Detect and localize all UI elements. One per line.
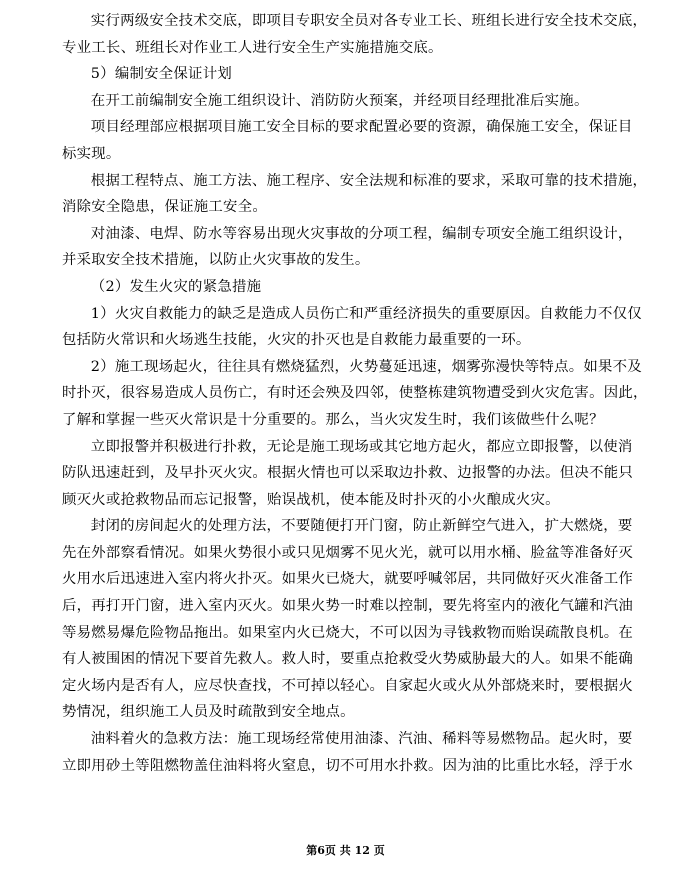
paragraph-line: 2）施工现场起火，往往具有燃烧猛烈，火势蔓延迅速，烟雾弥漫快等特点。如果不及 — [90, 358, 642, 375]
paragraph-line: 有人被围困的情况下要首先救人。救人时，要重点抢救受火势威胁最大的人。如果不能确 — [62, 651, 633, 668]
paragraph-line: 并采取安全技术措施，以防止火灾事故的发生。 — [62, 252, 370, 269]
paragraph — [62, 301, 642, 354]
paragraph — [62, 114, 633, 167]
paragraph-line: 封闭的房间起火的处理方法，不要随便打开门窗，防止新鲜空气进入，扩大燃烧，要 — [90, 518, 633, 535]
paragraph-line: 势情况，组织施工人员及时疏散到安全地点。 — [62, 704, 355, 721]
paragraph-line: 包括防火常识和火场逃生技能，火灾的扑灭也是自救能力最重要的一环。 — [62, 332, 531, 349]
paragraph-line: 先在外部察看情况。如果火势很小或只见烟雾不见火光，就可以用水桶、脸盆等准备好灭 — [62, 544, 633, 561]
paragraph — [62, 513, 633, 726]
paragraph-line: 定火场内是否有人，应尽快查找，不可掉以轻心。自家起火或火从外部烧来时，要根据火 — [62, 677, 633, 694]
paragraph-line: 对油漆、电焊、防水等容易出现火灾事故的分项工程，编制专项安全施工组织设计， — [90, 225, 633, 242]
paragraph-line: 立即报警并积极进行扑救，无论是施工现场或其它地方起火，都应立即报警，以使消 — [90, 438, 633, 455]
paragraph — [62, 61, 630, 88]
paragraph — [62, 88, 630, 115]
paragraph-line: 在开工前编制安全施工组织设计、消防防火预案，并经项目经理批准后实施。 — [90, 92, 589, 109]
paragraph — [62, 726, 633, 779]
paragraph-line: 油料着火的急救方法：施工现场经常使用油漆、汽油、稀料等易燃物品。起火时，要 — [90, 731, 633, 748]
paragraph-line: 项目经理部应根据项目施工安全目标的要求配置必要的资源，确保施工安全，保证目 — [90, 119, 633, 136]
document-body — [62, 8, 648, 779]
paragraph-line: 防队迅速赶到，及早扑灭火灾。根据火情也可以采取边扑救、边报警的办法。但决不能只 — [62, 465, 633, 482]
paragraph-line: 火用水后迅速进入室内将火扑灭。如果火已烧大，就要呼喊邻居，共同做好灭火准备工作 — [62, 571, 633, 588]
page-footer: 第6页 共 12 页 — [306, 844, 385, 857]
paragraph — [62, 8, 648, 61]
paragraph — [62, 168, 648, 221]
paragraph-line: 消除安全隐患，保证施工安全。 — [62, 199, 267, 216]
paragraph-line: 后，再打开门窗，进入室内灭火。如果火势一时难以控制，要先将室内的液化气罐和汽油 — [62, 598, 633, 615]
paragraph — [62, 274, 630, 301]
paragraph-line: 1）火灾自救能力的缺乏是造成人员伤亡和严重经济损失的重要原因。自救能力不仅仅 — [90, 305, 642, 322]
paragraph — [62, 434, 633, 514]
paragraph-line: 顾灭火或抢救物品而忘记报警，贻误战机，使本能及时扑灭的小火酿成火灾。 — [62, 491, 560, 508]
paragraph-line: 标实现。 — [62, 145, 121, 162]
paragraph-line: 立即用砂土等阻燃物盖住油料将火窒息，切不可用水扑救。因为油的比重比水轻，浮于水 — [62, 757, 633, 774]
paragraph-line: 实行两级安全技术交底，即项目专职安全员对各专业工长、班组长进行安全技术交底， — [90, 13, 648, 29]
paragraph — [62, 354, 648, 434]
paragraph-line: 5）编制安全保证计划 — [90, 66, 232, 83]
paragraph — [62, 221, 633, 274]
paragraph-line: 根据工程特点、施工方法、施工程序、安全法规和标准的要求，采取可靠的技术措施， — [90, 172, 648, 189]
paragraph-line: 了解和掌握一些灭火常识是十分重要的。那么，当火灾发生时，我们该做些什么呢？ — [62, 411, 604, 428]
paragraph-line: 等易燃易爆危险物品拖出。如果室内火已烧大，不可以因为寻钱救物而贻误疏散良机。在 — [62, 624, 633, 641]
paragraph-line: （2）发生火灾的紧急措施 — [90, 278, 262, 295]
paragraph-line: 时扑灭，很容易造成人员伤亡，有时还会殃及四邻，使整栋建筑物遭受到火灾危害。因此， — [62, 385, 648, 402]
paragraph-line: 专业工长、班组长对作业工人进行安全生产实施措施交底。 — [62, 39, 443, 56]
